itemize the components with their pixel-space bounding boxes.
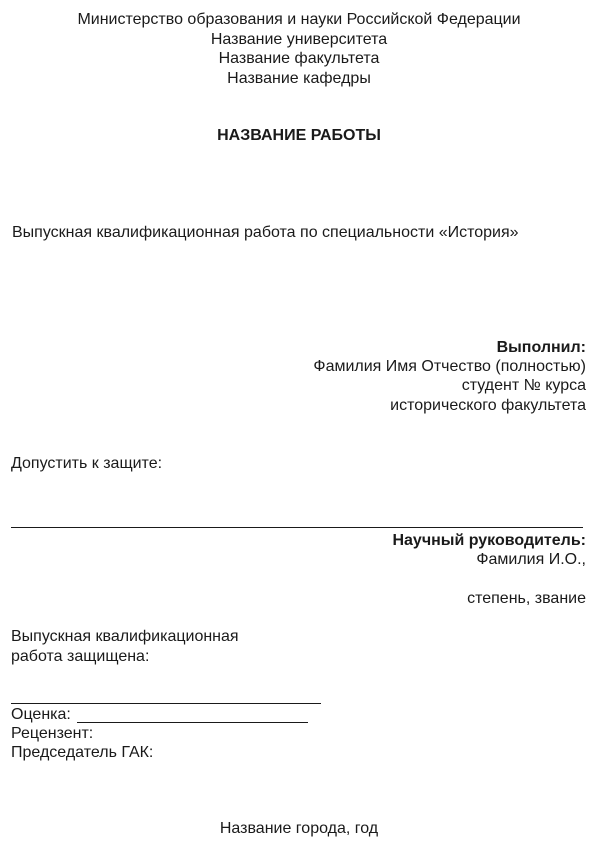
supervisor-label: Научный руководитель:: [392, 532, 586, 549]
admit-signature-line: [11, 527, 583, 528]
author-name: Фамилия Имя Отчество (полностью): [313, 358, 586, 375]
university-name: Название университета: [210, 31, 388, 48]
supervisor-degree: степень, звание: [467, 590, 586, 607]
grade-blank-line: [77, 722, 308, 723]
author-label: Выполнил:: [496, 339, 586, 356]
defense-line2: работа защищена:: [11, 648, 150, 665]
work-type: Выпускная квалификационная работа по специальности «История»: [12, 224, 519, 241]
author-faculty: исторического факультета: [390, 397, 586, 414]
chair-label: Председатель ГАК:: [11, 744, 154, 761]
faculty-name: Название факультета: [218, 50, 380, 67]
department-name: Название кафедры: [227, 70, 371, 87]
ministry-line: Министерство образования и науки Российской Федерации: [77, 11, 521, 28]
defense-line1: Выпускная квалификационная: [11, 628, 239, 645]
grade-label: Оценка:: [11, 706, 71, 723]
author-course: студент № курса: [461, 377, 586, 394]
reviewer-label: Рецензент:: [11, 725, 94, 742]
admit-label: Допустить к защите:: [11, 455, 163, 472]
defense-signature-line: [11, 703, 321, 704]
supervisor-name: Фамилия И.О.,: [476, 551, 586, 568]
city-year: Название города, год: [219, 820, 379, 837]
work-title: НАЗВАНИЕ РАБОТЫ: [217, 127, 381, 144]
